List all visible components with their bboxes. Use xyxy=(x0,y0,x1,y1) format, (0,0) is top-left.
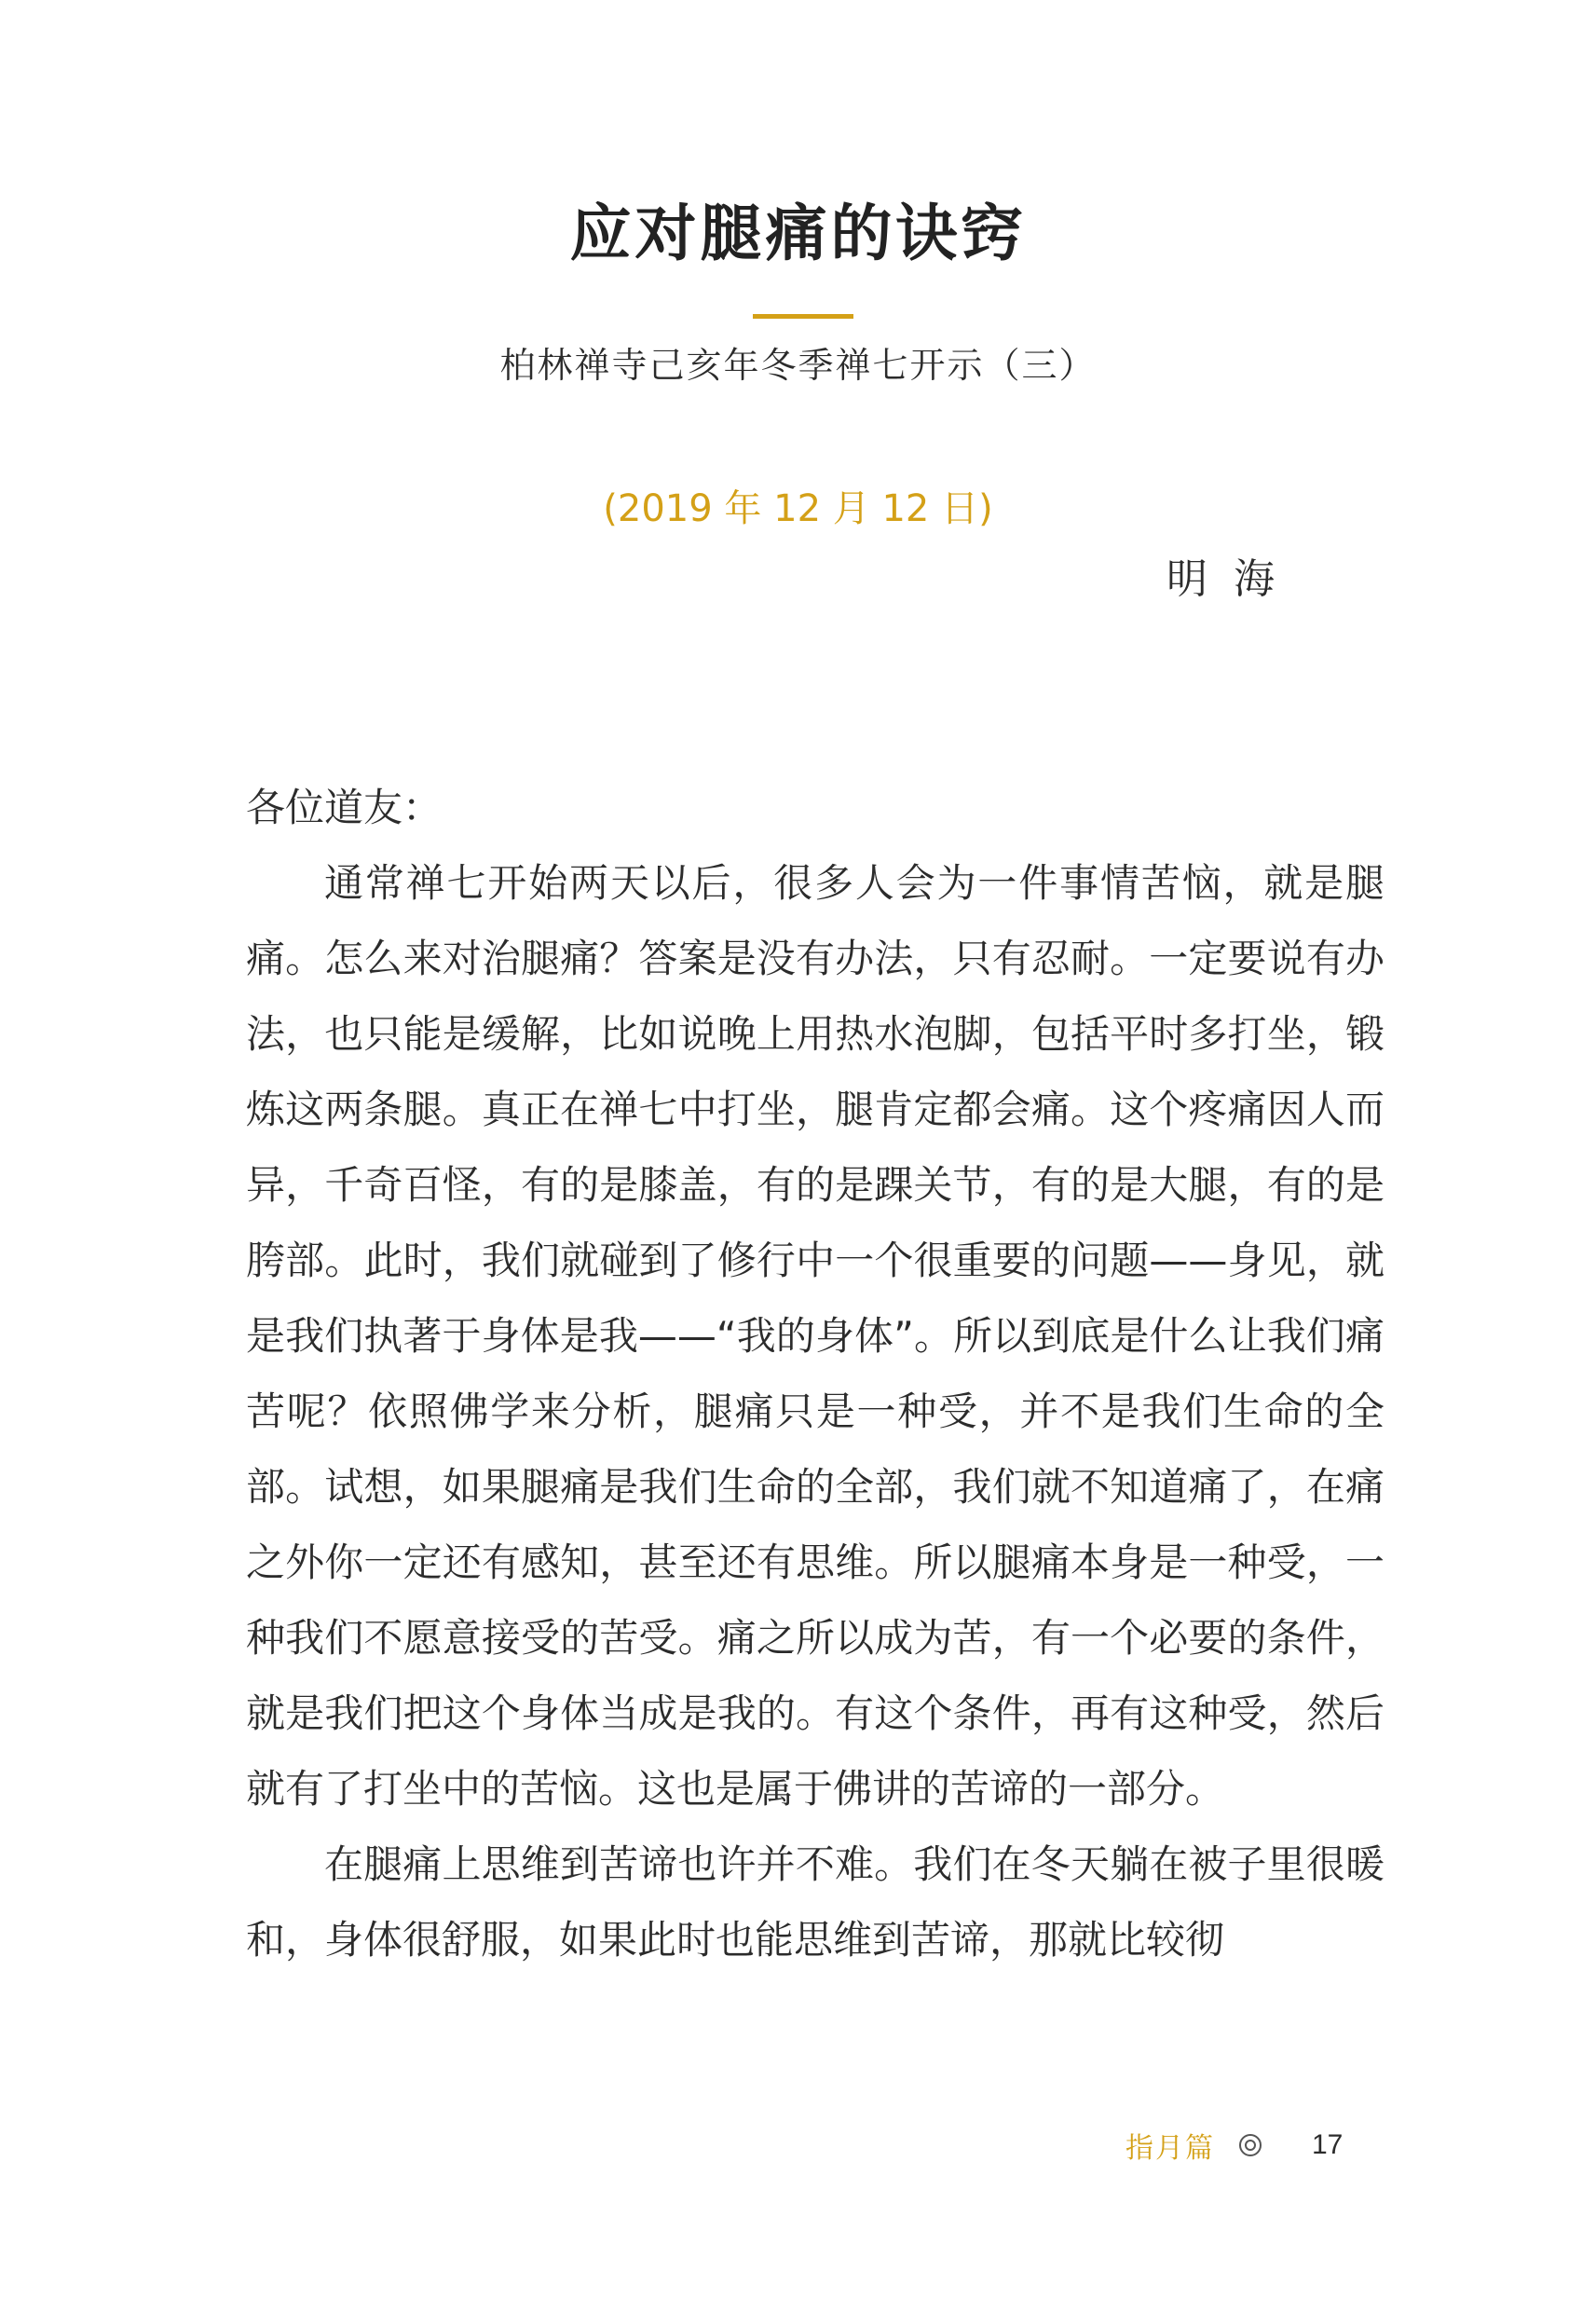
page-number: 17 xyxy=(1312,2129,1344,2160)
body-paragraph: 在腿痛上思维到苦谛也许并不难。我们在冬天躺在被子里很暖和，身体很舒服，如果此时也能思维到苦谛，那就比较彻 xyxy=(246,1841,1385,1963)
double-circle-icon xyxy=(1239,2134,1262,2156)
salutation: 各位道友： xyxy=(246,785,443,830)
article-title: 应对腿痛的诀窍 xyxy=(569,197,1027,269)
article-date: (2019 年 12 月 12 日) xyxy=(603,487,993,530)
page-footer xyxy=(1125,2117,1343,2173)
body-paragraph: 通常禅七开始两天以后，很多人会为一件事情苦恼，就是腿痛。怎么来对治腿痛？答案是没有办法，只有忍耐。一定要说有办法，也只能是缓解，比如说晚上用热水泡脚，包括平时多打坐，锻炼这两条腿。真正在禅七中打坐，腿肯定都会痛。这个疼痛因人而异，千奇百怪，有的是膝盖，有的是踝关节，有的是大腿，有的是胯部。此时，我们就碰到了修行中一个很重要的问题——身见，就是我们执著于身体是我——“我的身体”。所以到底是什么让我们痛苦呢？依照佛学来分析，腿痛只是一种受，并不是我们生命的全部。试想，如果腿痛是我们生命的全部，我们就不知道痛了，在痛之外你一定还有感知，甚至还有思维。所以腿痛本身是一种受，一种我们不愿意接受的苦受。痛之所以成为苦，有一个必要的条件，就是我们把这个身体当成是我的。有这个条件，再有这种受，然后就有了打坐中的苦恼。这也是属于佛讲的苦谛的一部分。 xyxy=(246,860,1385,1812)
article-body xyxy=(246,770,1385,1977)
title-divider xyxy=(753,314,853,319)
article-author: 明海 xyxy=(1166,555,1301,603)
article-subtitle: 柏林禅寺己亥年冬季禅七开示（三） xyxy=(499,345,1097,386)
footer-section-name: 指月篇 xyxy=(1125,2132,1215,2165)
